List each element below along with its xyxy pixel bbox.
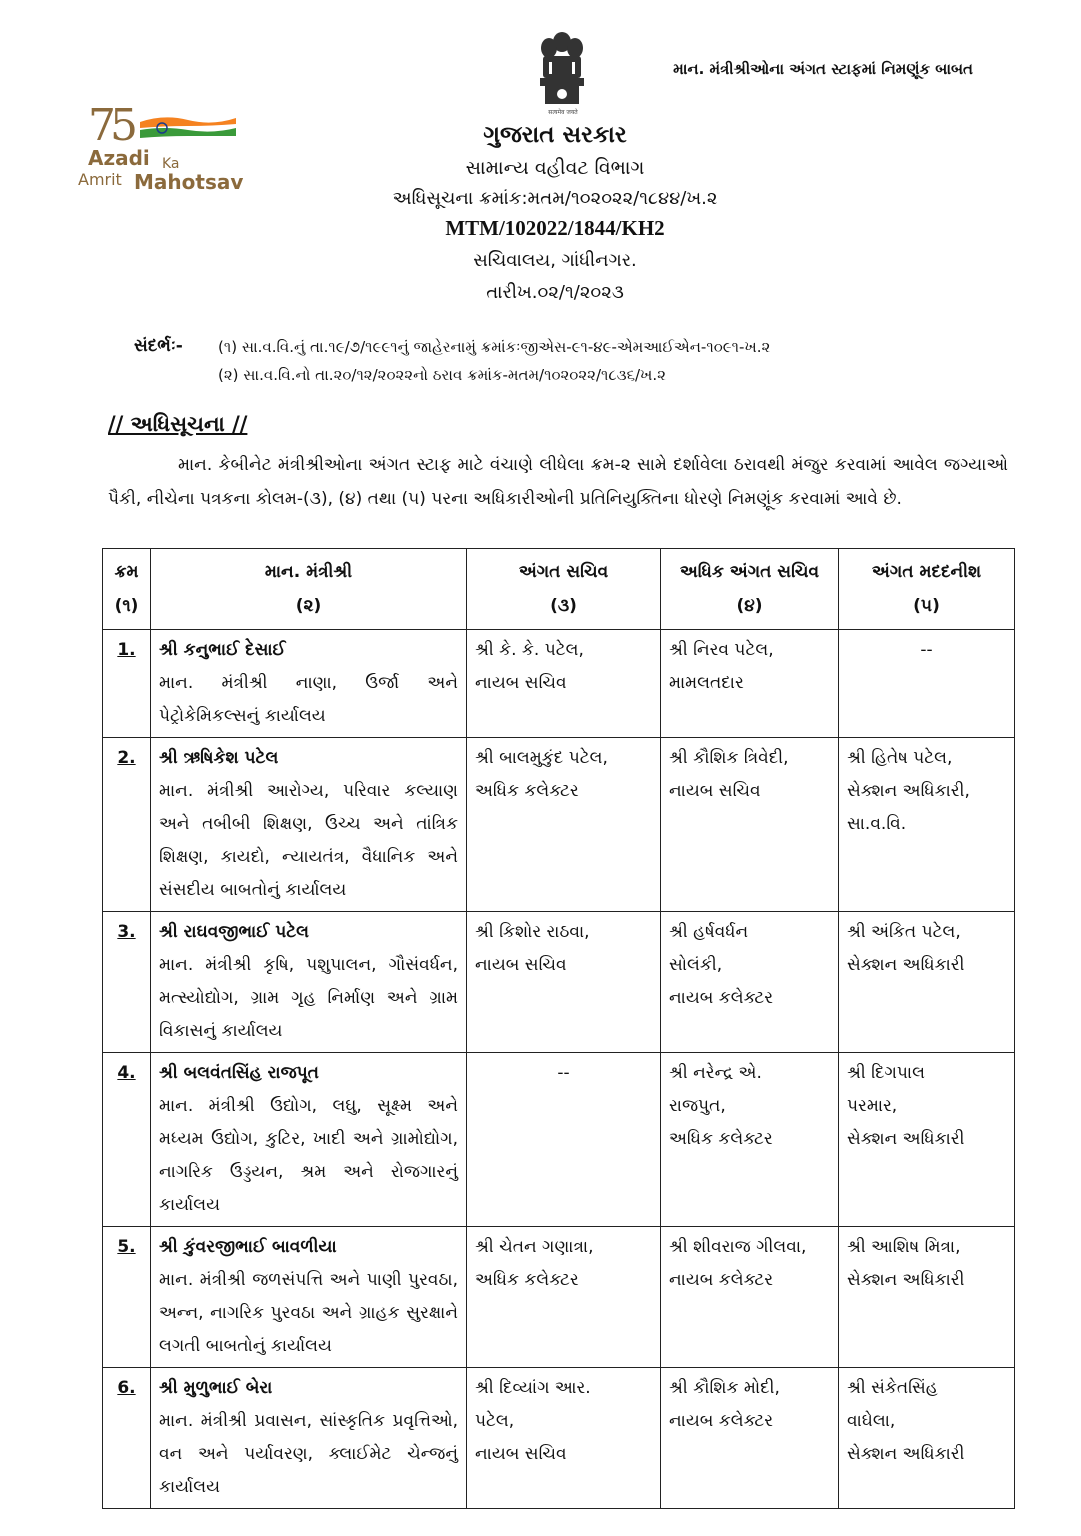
logo-ka: Ka — [162, 156, 180, 172]
minister-cell — [151, 1227, 467, 1368]
header-additional-personal-secretary: અધિક અંગત સચિવ (૪) — [661, 549, 839, 630]
minister-name: શ્રી ઋષિકેશ પટેલ — [159, 748, 279, 768]
row-number: 5. — [103, 1227, 151, 1368]
minister-cell — [151, 912, 467, 1053]
department-name: સામાન્ય વહીવટ વિભાગ — [465, 157, 645, 179]
personal-assistant-cell: -- — [839, 630, 1015, 738]
minister-name: શ્રી બલવંતસિંહ રાજપૂત — [159, 1063, 319, 1083]
table-row — [103, 1053, 1015, 1227]
minister-office: માન. મંત્રીશ્રી આરોગ્ય, પરિવાર કલ્યાણ અને તબીબી શિક્ષણ, ઉચ્ચ અને તાંત્રિક શિક્ષણ, કાયદો, ન્યાયતંત્ર, વૈધાનિક અને સંસદીય બાબતોનું કાર્યાલય — [159, 781, 458, 900]
personal-assistant-cell: શ્રી હિતેષ પટેલ, સેક્શન અધિકારી, સા.વ.વિ. — [839, 738, 1015, 912]
minister-name: શ્રી કનુભાઈ દેસાઈ — [159, 640, 286, 660]
minister-name: શ્રી મુળુભાઈ બેરા — [159, 1378, 273, 1398]
reference-2: (૨) સા.વ.વિ.નો તા.૨૦/૧૨/૨૦૨૨નો ઠરાવ ક્રમાંક-મતમ/૧૦૨૦૨૨/૧૮૩૬/ખ.૨ — [218, 366, 666, 384]
azadi-ka-amrit-mahotsav-logo — [78, 100, 278, 200]
additional-personal-secretary-cell: શ્રી નરેન્દ્ર એ. રાજપુત, અધિક કલેક્ટર — [661, 1053, 839, 1227]
minister-cell — [151, 1368, 467, 1509]
minister-cell — [151, 1053, 467, 1227]
header-minister: માન. મંત્રીશ્રી (૨) — [151, 549, 467, 630]
additional-personal-secretary-cell: શ્રી નિરવ પટેલ, મામલતદાર — [661, 630, 839, 738]
personal-secretary-cell: શ્રી બાલમુકુંદ પટેલ, અધિક કલેક્ટર — [467, 738, 661, 912]
appointments-table — [102, 548, 1015, 1509]
reference-1: (૧) સા.વ.વિ.નું તા.૧૯/૭/૧૯૯૧નું જાહેરનામું ક્રમાંકઃજીએસ-૯૧-૪૯-એમઆઈએન-૧૦૯૧-ખ.૨ — [218, 338, 771, 356]
additional-personal-secretary-cell: શ્રી કૌશિક મોદી, નાયબ કલેક્ટર — [661, 1368, 839, 1509]
personal-secretary-cell: શ્રી કિશોર રાઠવા, નાયબ સચિવ — [467, 912, 661, 1053]
table-row — [103, 630, 1015, 738]
logo-azadi: Azadi — [88, 146, 150, 170]
personal-assistant-cell: શ્રી સંકેતસિંહ વાઘેલા, સેક્શન અધિકારી — [839, 1368, 1015, 1509]
logo-75: 75 — [88, 100, 132, 151]
personal-secretary-cell: શ્રી ચેતન ગણાત્રા, અધિક કલેક્ટર — [467, 1227, 661, 1368]
personal-secretary-cell: શ્રી કે. કે. પટેલ, નાયબ સચિવ — [467, 630, 661, 738]
minister-name: શ્રી રાઘવજીભાઈ પટેલ — [159, 922, 310, 942]
logo-mahotsav: Mahotsav — [134, 170, 244, 194]
minister-office: માન. મંત્રીશ્રી નાણા, ઉર્જા અને પેટ્રોકેમિકલ્સનું કાર્યાલય — [159, 673, 458, 726]
row-number: 3. — [103, 912, 151, 1053]
references-label: સંદર્ભઃ- — [134, 336, 183, 356]
additional-personal-secretary-cell: શ્રી શીવરાજ ગીલવા, નાયબ કલેક્ટર — [661, 1227, 839, 1368]
table-row — [103, 1368, 1015, 1509]
notification-title: // અધિસૂચના // — [108, 412, 248, 436]
notification-number-english: MTM/102022/1844/KH2 — [445, 216, 665, 240]
table-row — [103, 912, 1015, 1053]
notification-paragraph: માન. કેબીનેટ મંત્રીશ્રીઓના અંગત સ્ટાફ માટે વંચાણે લીધેલા ક્રમ-૨ સામે દર્શાવેલા ઠરાવથી મંજુર કરવામાં આવેલ જગ્યાઓ પૈકી, નીચેના પત્રકના કોલમ-(૩), (૪) તથા (૫) પરના અધિકારીઓની પ્રતિનિયુક્તિના ધોરણે નિમણૂંક કરવામાં આવે છે. — [108, 455, 1008, 509]
issue-date: તારીખ.૦૨/૧/૨૦૨૩ — [486, 282, 624, 303]
personal-secretary-cell: -- — [467, 1053, 661, 1227]
row-number: 1. — [103, 630, 151, 738]
minister-office: માન. મંત્રીશ્રી પ્રવાસન, સાંસ્કૃતિક પ્રવૃત્તિઓ, વન અને પર્યાવરણ, ક્લાઈમેટ ચેન્જનું કાર્યાલય — [159, 1411, 458, 1497]
row-number: 4. — [103, 1053, 151, 1227]
personal-assistant-cell: શ્રી અંકિત પટેલ, સેક્શન અધિકારી — [839, 912, 1015, 1053]
national-emblem-icon — [535, 28, 589, 110]
personal-assistant-cell: શ્રી દિગપાલ પરમાર, સેક્શન અધિકારી — [839, 1053, 1015, 1227]
minister-office: માન. મંત્રીશ્રી ઉદ્યોગ, લઘુ, સૂક્ષ્મ અને મધ્યમ ઉદ્યોગ, કુટિર, ખાદી અને ગ્રામોદ્યોગ, નાગરિક ઉડ્ડયન, શ્રમ અને રોજગારનું કાર્યાલય — [159, 1096, 458, 1215]
additional-personal-secretary-cell: શ્રી હર્ષવર્ધન સોલંકી, નાયબ કલેક્ટર — [661, 912, 839, 1053]
personal-secretary-cell: શ્રી દિવ્યાંગ આર. પટેલ, નાયબ સચિવ — [467, 1368, 661, 1509]
row-number: 2. — [103, 738, 151, 912]
notification-number-gujarati: અધિસૂચના ક્રમાંક:મતમ/૧૦૨૦૨૨/૧૮૪૪/ખ.૨ — [392, 188, 718, 209]
table-header-row — [103, 549, 1015, 630]
subject-note: માન. મંત્રીશ્રીઓના અંગત સ્ટાફમાં નિમણૂંક બાબત — [673, 60, 973, 78]
personal-assistant-cell: શ્રી આશિષ મિત્રા, સેક્શન અધિકારી — [839, 1227, 1015, 1368]
row-number: 6. — [103, 1368, 151, 1509]
emblem-motto: सत्यमेव जयते — [548, 109, 578, 116]
header-serial: ક્રમ (૧) — [103, 549, 151, 630]
minister-office: માન. મંત્રીશ્રી કૃષિ, પશુપાલન, ગૌસંવર્ધન, મત્સ્યોદ્યોગ, ગ્રામ ગૃહ નિર્માણ અને ગ્રામ વિકાસનું કાર્યાલય — [159, 955, 458, 1041]
logo-amrit: Amrit — [78, 170, 122, 189]
header-personal-assistant: અંગત મદદનીશ (૫) — [839, 549, 1015, 630]
header-personal-secretary: અંગત સચિવ (૩) — [467, 549, 661, 630]
table-row — [103, 738, 1015, 912]
minister-cell — [151, 630, 467, 738]
minister-name: શ્રી કુંવરજીભાઈ બાવળીયા — [159, 1237, 337, 1257]
tricolour-flag-icon — [140, 114, 236, 138]
additional-personal-secretary-cell: શ્રી કૌશિક ત્રિવેદી, નાયબ સચિવ — [661, 738, 839, 912]
minister-office: માન. મંત્રીશ્રી જળસંપત્તિ અને પાણી પુરવઠા, અન્ન, નાગરિક પુરવઠા અને ગ્રાહક સુરક્ષાને લગતી બાબતોનું કાર્યાલય — [159, 1270, 458, 1356]
table-row — [103, 1227, 1015, 1368]
issue-place: સચિવાલય, ગાંધીનગર. — [473, 250, 637, 271]
government-name: ગુજરાત સરકાર — [483, 122, 627, 148]
minister-cell — [151, 738, 467, 912]
